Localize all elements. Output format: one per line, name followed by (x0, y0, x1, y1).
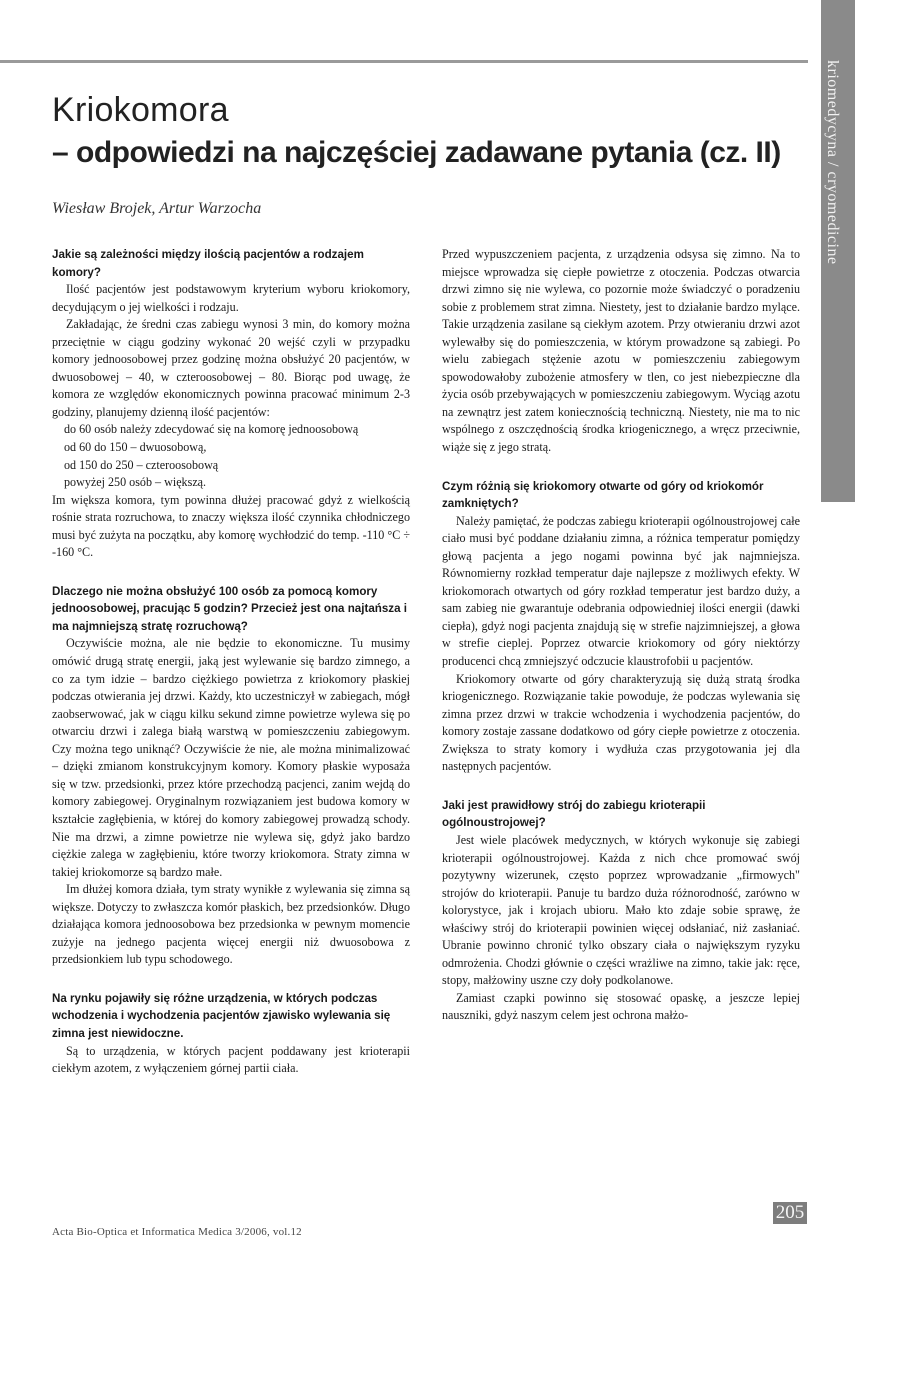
list-item: od 60 do 150 – dwuosobową, (64, 440, 207, 455)
paragraph: Są to urządzenia, w których pacjent poddawany jest krioterapii ciekłym azotem, z wyłączeniem górnej partii ciała. (52, 1043, 410, 1076)
header-rule (0, 60, 808, 63)
question-heading: Jakie są zależności między ilością pacjentów a rodzajem komory? (52, 248, 364, 279)
page-number: 205 (773, 1202, 807, 1224)
journal-citation: Acta Bio-Optica et Informatica Medica 3/2006, vol.12 (52, 1226, 302, 1238)
question-heading: Dlaczego nie można obsłużyć 100 osób za pomocą komory jednoosobowej, pracując 5 godzin? Przecież jest ona najtańsza i ma najmniejszą stratę rozruchową? (52, 584, 407, 633)
paragraph: Im dłużej komora działa, tym straty wynikłe z wylewania się zimna są większe. Dotyczy to zwłaszcza komór płaskich, bez przedsionków. Długo działająca komora jednoosobowa bez przedsionka w pewnym momencie zużyje na jednego pacjenta więcej energii niż dwuosobowa z przedsionkiem lub typu schodowego. (52, 882, 410, 967)
column-right (442, 246, 800, 1025)
question-heading: Czym różnią się kriokomory otwarte od góry od kriokomór zamkniętych? (442, 479, 764, 511)
question-heading: Jaki jest prawidłowy strój do zabiegu krioterapii ogólnoustrojowej? (442, 798, 706, 830)
list-item: powyżej 250 osób – większą. (64, 475, 207, 490)
paragraph: Należy pamiętać, że podczas zabiegu krioterapii ogólnoustrojowej całe ciało musi być poddane działaniu zimna, a różnica temperatur pomiędzy głową pacjenta a jego nogami powinna być jak najmniejsza. Równomierny rozkład temperatur daje najlepsze z możliwych efekty. W kriokomorach otwartych od góry rozkład temperatur jest bardzo duży, a sam zabieg nie gwarantuje odebrania odpowiedniej ilości energii (dawki ciepła), gdyż nogi pacjenta znajdują się w strefie najzimniejszej, a głowa w strefie cieplej. Poprzez otwarcie kriokomory od góry niektórzy producenci chcą zmniejszyć odczucie klaustrofobii u pacjentów. (442, 513, 800, 669)
title-main: Kriokomora (52, 91, 229, 129)
paragraph: Jest wiele placówek medycznych, w których wykonuje się zabiegi krioterapii ogólnoustrojowej. Każda z nich chce promować swój pozytywny wizerunek, często poprzez wprowadzanie „firmowych" strojów do krioterapii. Panuje tu bardzo duża różnorodność, zarówno w kolorystyce, jak i krojach ubioru. Mało kto zdaje sobie sprawę, że właściwy strój do krioterapii powinien więcej odsłaniać, niż zasłaniać. Ubranie powinno chronić tylko obszary ciała o największym ryzyku odmrożenia. Chodzi głównie o części wrażliwe na zimno, takie jak: ręce, stopy, małżowiny uszne czy doły podkolanowe. (442, 832, 800, 988)
list-item: od 150 do 250 – czteroosobową (64, 457, 219, 472)
question-heading: Na rynku pojawiły się różne urządzenia, w których podczas wchodzenia i wychodzenia pacjentów zjawisko wylewania się zimna jest niewidoczne. (52, 991, 391, 1040)
list-item: do 60 osób należy zdecydować się na komorę jednoosobową (64, 422, 359, 437)
column-left (52, 246, 410, 1078)
paragraph: Zakładając, że średni czas zabiegu wynosi 3 min, do komory można przeciętnie w ciągu godziny wykonać 20 wejść czyli w przypadku komory jednoosobowej przez godzinę można obsłużyć 20 pacjentów, w dwuosobowej – 40, w czteroosobowej – 80. Biorąc pod uwagę, że komora ze względów ekonomicznych powinna pracować minimum 2-3 godziny, planujemy dzienną ilość pacjentów: (52, 317, 410, 419)
paragraph: Zamiast czapki powinno się stosować opaskę, a jeszcze lepiej nauszniki, gdyż naszym celem jest ochrona małżo- (442, 990, 800, 1023)
paragraph: Im większa komora, tym powinna dłużej pracować gdyż z wielkością rośnie strata rozruchowa, to znaczy większa ilość czynnika chłodniczego musi być zużyta na początku, aby komorę wychłodzić do temp. -110 °C ÷ -160 °C. (52, 492, 410, 560)
article-title (52, 88, 781, 174)
paragraph: Kriokomory otwarte od góry charakteryzują się dużą stratą środka kriogenicznego. Rozwiązanie takie powoduje, że podczas wylewania się zimna przez drzwi w trakcie wchodzenia i wychodzenia pacjentów, do komory zostaje zassane dodatkowo od góry ciepłe powietrze z otoczenia. Zwiększa to straty komory i wydłuża czas przygotowania jej dla następnych pacjentów. (442, 671, 800, 774)
title-subtitle: – odpowiedzi na najczęściej zadawane pytania (cz. II) (52, 136, 781, 169)
paragraph: Ilość pacjentów jest podstawowym kryterium wyboru kriokomory, decydującym o jej wielkości i rodzaju. (52, 282, 410, 314)
paragraph: Przed wypuszczeniem pacjenta, z urządzenia odsysa się zimno. Na to miejsce wprowadza się ciepłe powietrze z otoczenia. Podczas otwarcia drzwi zimno się nie wylewa, co pozornie może świadczyć o poradzeniu sobie z problemem strat zimna. Niestety, jest to działanie bardzo mylące. Takie urządzenia zasilane są ciekłym azotem. Przy otwieraniu drzwi azot wylewałby się do pomieszczenia, w którym prowadzone są zabiegi. Po wielu zabiegach stężenie azotu w pomieszczeniu zabiegowym spowodowałoby zubożenie atmosfery w tlen, co jest niebezpieczne dla życia osób przebywających w pomieszczeniu zabiegowym. Wyciąg azotu na zewnątrz jest zatem koniecznością techniczną. Niestety, nie ma to nic wspólnego z oszczędnością środka kriogenicznego, a wręcz przeciwnie, wiąże się z jego stratą. (442, 247, 800, 455)
paragraph: Oczywiście można, ale nie będzie to ekonomiczne. Tu musimy omówić drugą stratę energii, jaką jest wylewanie się bardzo zimnego, a co za tym idzie – bardzo ciężkiego powietrza z kriokomory płaskiej podczas otwierania jej drzwi. Każdy, kto uczestniczył w zabiegach, mógł zaobserwować, jak w ciągu kilku sekund zimne powietrze wylewa się po otwarciu drzwi i zalega białą warstwą w pomieszczeniu zabiegowym. Czy można tego uniknąć? Oczywiście że nie, ale można minimalizować – dzięki zmianom konstrukcyjnym komory. Komory płaskie wyposaża się w tzw. przedsionki, przez które przechodzą pacjenci, zanim wejdą do komory zabiegowej. Oryginalnym rozwiązaniem jest budowa komory w kształcie zagłębienia, w której do komory zabiegowej prowadzą schody. Nie ma drzwi, a zimne powietrze nie wylewa się, gdyż jako bardzo ciężkie zalega w zagłębieniu, które tworzy kriokomora. Straty zimna w takiej kriokomorze są bardzo małe. (52, 636, 410, 879)
authors: Wiesław Brojek, Artur Warzocha (52, 200, 262, 217)
section-label: kriomedycyna / cryomedicine (824, 60, 841, 265)
